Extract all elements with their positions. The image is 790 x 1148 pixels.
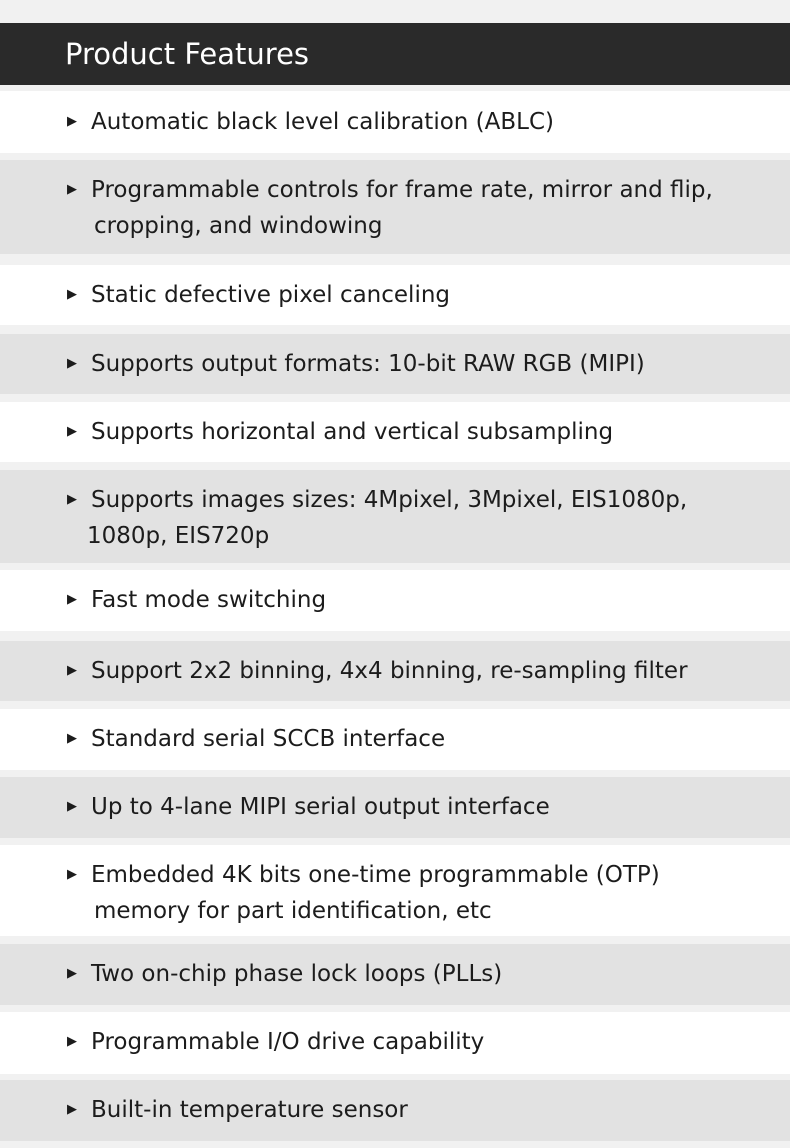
bullet-icon: ▶ (67, 424, 77, 439)
feature-text: 1080p, EIS720p (87, 523, 270, 549)
feature-text: Supports output formats: 10-bit RAW RGB (MIPI) (91, 351, 645, 377)
feature-item (0, 160, 790, 254)
bullet-icon: ▶ (67, 492, 77, 507)
feature-text: Embedded 4K bits one-time programmable (OTP) (91, 862, 660, 888)
feature-text: Standard serial SCCB interface (91, 726, 446, 752)
bullet-icon: ▶ (67, 966, 77, 981)
feature-item (0, 845, 790, 936)
bullet-icon: ▶ (67, 182, 77, 197)
bullet-icon: ▶ (67, 731, 77, 746)
feature-text: Up to 4-lane MIPI serial output interface (91, 794, 550, 820)
feature-text: Supports horizontal and vertical subsampling (91, 419, 614, 445)
bullet-icon: ▶ (67, 114, 77, 129)
bullet-icon: ▶ (67, 1034, 77, 1049)
feature-text: Fast mode switching (91, 587, 327, 613)
section-header (0, 23, 790, 85)
bullet-icon: ▶ (67, 356, 77, 371)
feature-text: Two on-chip phase lock loops (PLLs) (91, 961, 503, 987)
feature-item (0, 777, 790, 838)
feature-text: Support 2x2 binning, 4x4 binning, re-sampling filter (91, 658, 688, 684)
feature-text: Automatic black level calibration (ABLC) (91, 109, 554, 135)
feature-item (0, 570, 790, 631)
bullet-icon: ▶ (67, 1102, 77, 1117)
feature-item (0, 334, 790, 394)
feature-text: Programmable I/O drive capability (91, 1029, 485, 1055)
section-title: Product Features (65, 37, 310, 71)
feature-item (0, 641, 790, 701)
feature-item (0, 709, 790, 770)
feature-item (0, 1080, 790, 1141)
bullet-icon: ▶ (67, 287, 77, 302)
feature-text: cropping, and windowing (94, 213, 383, 239)
feature-item (0, 265, 790, 325)
feature-item (0, 470, 790, 563)
feature-text: Programmable controls for frame rate, mirror and flip, (91, 177, 713, 203)
feature-text: Supports images sizes: 4Mpixel, 3Mpixel, EIS1080p, (91, 487, 688, 513)
bullet-icon: ▶ (67, 867, 77, 882)
bullet-icon: ▶ (67, 592, 77, 607)
feature-item (0, 1012, 790, 1074)
bullet-icon: ▶ (67, 663, 77, 678)
bullet-icon: ▶ (67, 799, 77, 814)
feature-text: memory for part identification, etc (94, 898, 492, 924)
feature-text: Built-in temperature sensor (91, 1097, 408, 1123)
feature-item (0, 402, 790, 462)
feature-text: Static defective pixel canceling (91, 282, 451, 308)
feature-item (0, 944, 790, 1005)
feature-item (0, 91, 790, 153)
